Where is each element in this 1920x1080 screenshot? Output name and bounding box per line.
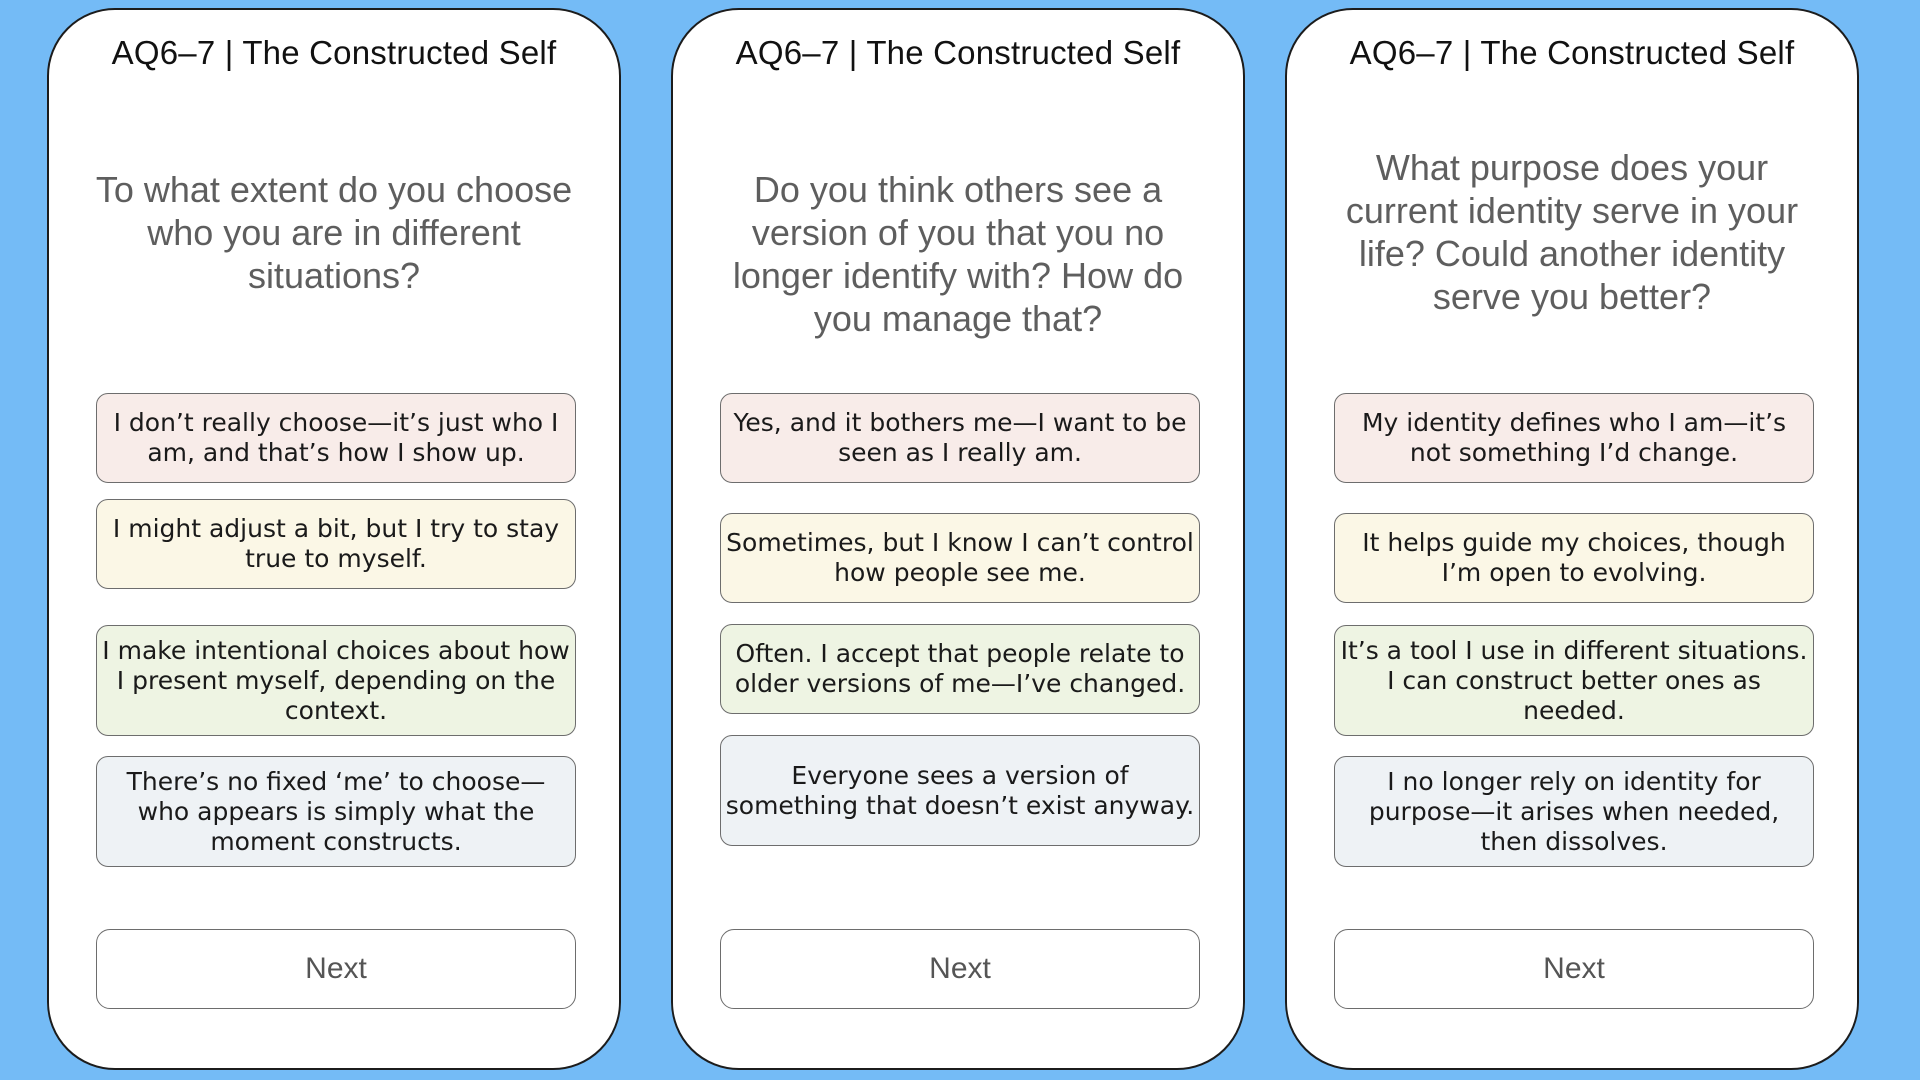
answer-option-4[interactable]: There’s no fixed ‘me’ to choose—who appears is simply what the moment constructs. (96, 756, 576, 867)
next-button[interactable]: Next (720, 929, 1200, 1009)
answer-option-4[interactable]: Everyone sees a version of something that doesn’t exist anyway. (720, 735, 1200, 846)
question-text: To what extent do you choose who you are in different situations? (95, 169, 573, 296)
phone-screen-3 (1285, 8, 1859, 1070)
answer-option-1[interactable]: My identity defines who I am—it’s not something I’d change. (1334, 393, 1814, 483)
question-text: What purpose does your current identity serve in your life? Could another identity serve you better? (1345, 147, 1799, 317)
answer-option-4[interactable]: I no longer rely on identity for purpose—it arises when needed, then dissolves. (1334, 756, 1814, 867)
screen-title: AQ6–7 | The Constructed Self (735, 34, 1181, 71)
answer-option-2[interactable]: It helps guide my choices, though I’m open to evolving. (1334, 513, 1814, 603)
answer-option-2[interactable]: Sometimes, but I know I can’t control how people see me. (720, 513, 1200, 603)
answer-option-3[interactable]: Often. I accept that people relate to older versions of me—I’ve changed. (720, 624, 1200, 714)
answer-option-1[interactable]: I don’t really choose—it’s just who I am, and that’s how I show up. (96, 393, 576, 483)
answer-option-2[interactable]: I might adjust a bit, but I try to stay true to myself. (96, 499, 576, 589)
question-text: Do you think others see a version of you that you no longer identify with? How do you manage that? (732, 169, 1184, 339)
phone-screen-1 (47, 8, 621, 1070)
answer-option-3[interactable]: It’s a tool I use in different situations. I can construct better ones as needed. (1334, 625, 1814, 736)
answer-option-1[interactable]: Yes, and it bothers me—I want to be seen as I really am. (720, 393, 1200, 483)
screen-title: AQ6–7 | The Constructed Self (111, 34, 557, 71)
answer-option-3[interactable]: I make intentional choices about how I present myself, depending on the context. (96, 625, 576, 736)
next-button[interactable]: Next (1334, 929, 1814, 1009)
phone-screen-2 (671, 8, 1245, 1070)
next-button[interactable]: Next (96, 929, 576, 1009)
screen-title: AQ6–7 | The Constructed Self (1349, 34, 1795, 71)
